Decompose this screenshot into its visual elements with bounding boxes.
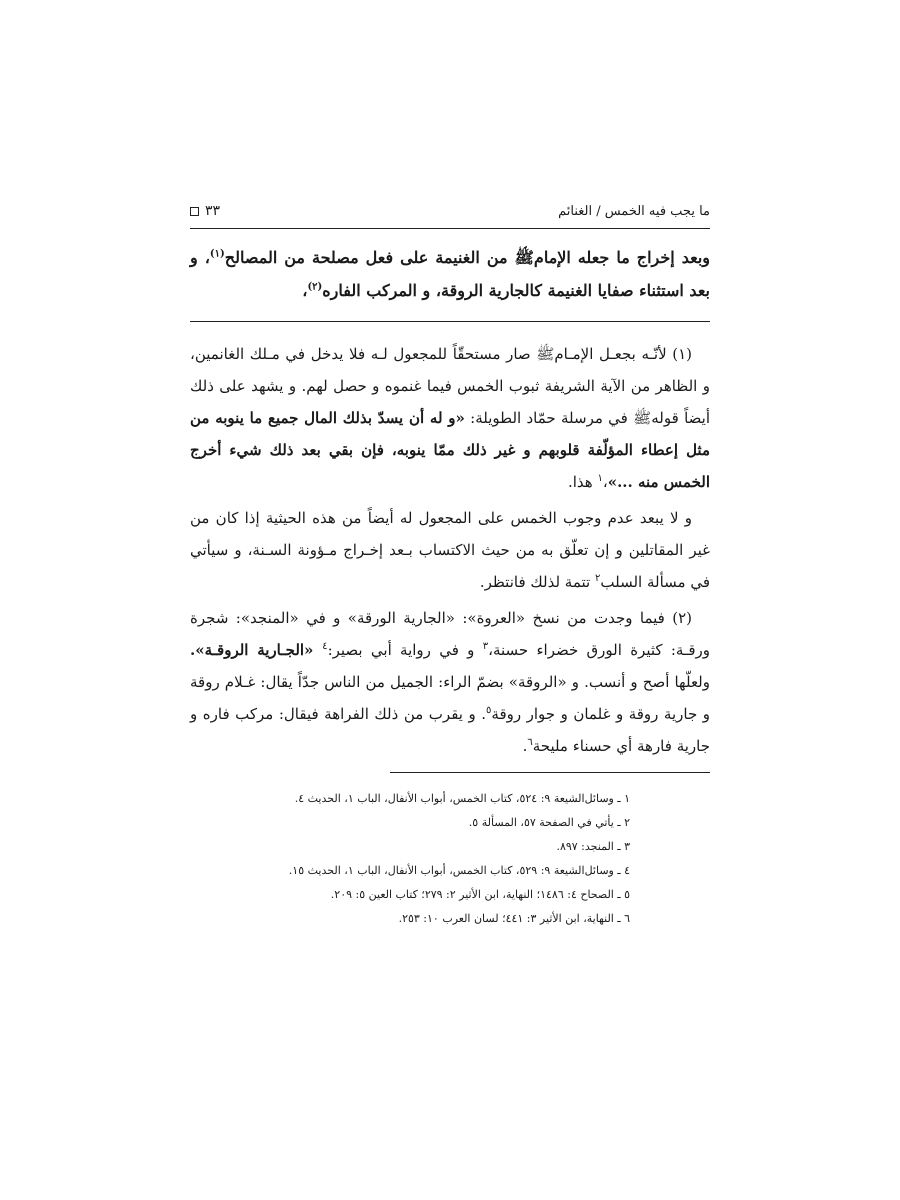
square-ornament-icon (190, 207, 199, 216)
references-divider (390, 772, 710, 773)
footnote-1-ref: ١ (597, 473, 603, 484)
page-number-group (190, 203, 220, 219)
footnote-1b-text: و لا يبعد عدم وجوب الخمس على المجعول له أيضاً من هذه الحيثية إذا كان من غير المقاتلين و إن تعلّق به من حيث الاكتساب بـعد إخـراج مـؤونة السـنة، و سيأتي في مسألة السلب (190, 509, 710, 591)
running-header (190, 200, 710, 229)
footnote-ref-1: (١) (209, 248, 225, 260)
footnote-1-text: (١) لأنّـه بجعـل الإمـامﷺ صار مستحقّاً للمجعول لـه فلا يدخل في مـلك الغانمين، و الظاهر من الآية الشريفة ثبوب الخمس فيما غنموه و حصل لهم. و يشهد على ذلك أيضاً قولهﷺ في مرسلة حمّاد الطويلة: (190, 345, 710, 427)
footnote-1b-ref: ٢ (595, 573, 601, 584)
footnote-2-text-d: . و يقرب من ذلك الفراهة فيقال: مركب فاره و جارية فارهة أي حسناء مليحة (190, 705, 710, 755)
footnote-1-quote: «و له أن يسدّ بذلك المال جميع ما ينوبه من مثل إعطاء المؤلّفة قلوبهم و غير ذلك ممّا ينوبه، فإن بقي بعد ذلك شيء أخرج الخمس منه ...» (190, 409, 710, 491)
running-title: ما يجب فيه الخمس / الغنائم (558, 203, 710, 219)
reference-item: ١ ـ وسائل‌الشيعة ٩: ٥٢٤، كتاب الخمس، أبواب الأنفال، الباب ١، الحديث ٤. (294, 792, 630, 805)
footnote-1: (١) لأنّـه بجعـل الإمـامﷺ صار مستحقّاً للمجعول لـه فلا يدخل في مـلك الغانمين، و الظاهر من الآية الشريفة ثبوب الخمس فيما غنموه و حصل لهم. و يشهد على ذلك أيضاً قولهﷺ في مرسلة حمّاد الطويلة: «و له أن يسدّ بذلك المال جميع ما ينوبه من مثل إعطاء المؤلّفة قلوبهم و غير ذلك ممّا ينوبه، فإن بقي بعد ذلك شيء أخرج الخمس منه ...»،$^١$ هذا. (190, 345, 710, 491)
footnote-1b-end: تتمة لذلك فانتظر. (479, 573, 595, 591)
reference-item: ٢ ـ يأتي في الصفحة ٥٧، المسألة ٥. (468, 816, 630, 829)
reference-item: ٥ ـ الصحاح ٤: ١٤٨٦؛ النهاية، ابن الأثير ٢: ٢٧٩؛ كتاب العين ٥: ٢٠٩. (330, 888, 630, 901)
main-paragraph (190, 241, 710, 307)
footnote-2-end: . (522, 737, 528, 755)
footnote-2-ref-3: ٣ (482, 641, 489, 652)
main-text-part2: ، و بعد استثناء صفايا الغنيمة كالجارية الروقة، و المركب الفاره (190, 248, 710, 300)
footnotes-section (190, 338, 710, 762)
footnote-ref-2: (٢) (307, 281, 323, 293)
footnote-2-ref-4: ٤ (322, 641, 328, 652)
reference-item: ٣ ـ المنجد: ٨٩٧. (556, 840, 630, 853)
reference-item: ٤ ـ وسائل‌الشيعة ٩: ٥٢٩، كتاب الخمس، أبواب الأنفال، الباب ١، الحديث ١٥. (288, 864, 630, 877)
footnote-2-text-c: ولعلّها أصح و أنسب. و «الروقة» بضمّ الراء: الجميل من الناس جدّاً يقال: غـلام روقة و جارية روقة و غلمان و جوار روقة (190, 673, 711, 723)
footnote-2 (190, 602, 710, 762)
footnote-1-end: هذا. (567, 473, 598, 491)
footnote-2-text-b: و في رواية أبي بصير: (327, 641, 483, 659)
document-page (190, 200, 710, 931)
footnote-2-text-a: (٢) فيما وجدت من نسخ «العروة»: «الجارية الورقة» و في «المنجد»: شجرة ورقـة: كثيرة الورق خضراء حسنة، (190, 609, 710, 659)
footnote-divider (190, 321, 710, 322)
page-number: ٣٣ (205, 203, 221, 219)
footnote-1-continued (190, 502, 710, 598)
main-text-end: ، (302, 281, 308, 300)
footnote-2-quote: «الجـارية الروقـة». (190, 641, 323, 659)
reference-item: ٦ ـ النهاية، ابن الأثير ٣: ٤٤١؛ لسان العرب ١٠: ٢٥٣. (398, 912, 630, 925)
main-text-part1: وبعد إخراج ما جعله الإمامﷺ من الغنيمة على فعل مصلحة من المصالح (224, 248, 710, 267)
footnote-2-ref-5: ٥ (486, 705, 492, 716)
references-list (190, 787, 710, 931)
footnote-2-ref-6: ٦ (527, 737, 533, 748)
